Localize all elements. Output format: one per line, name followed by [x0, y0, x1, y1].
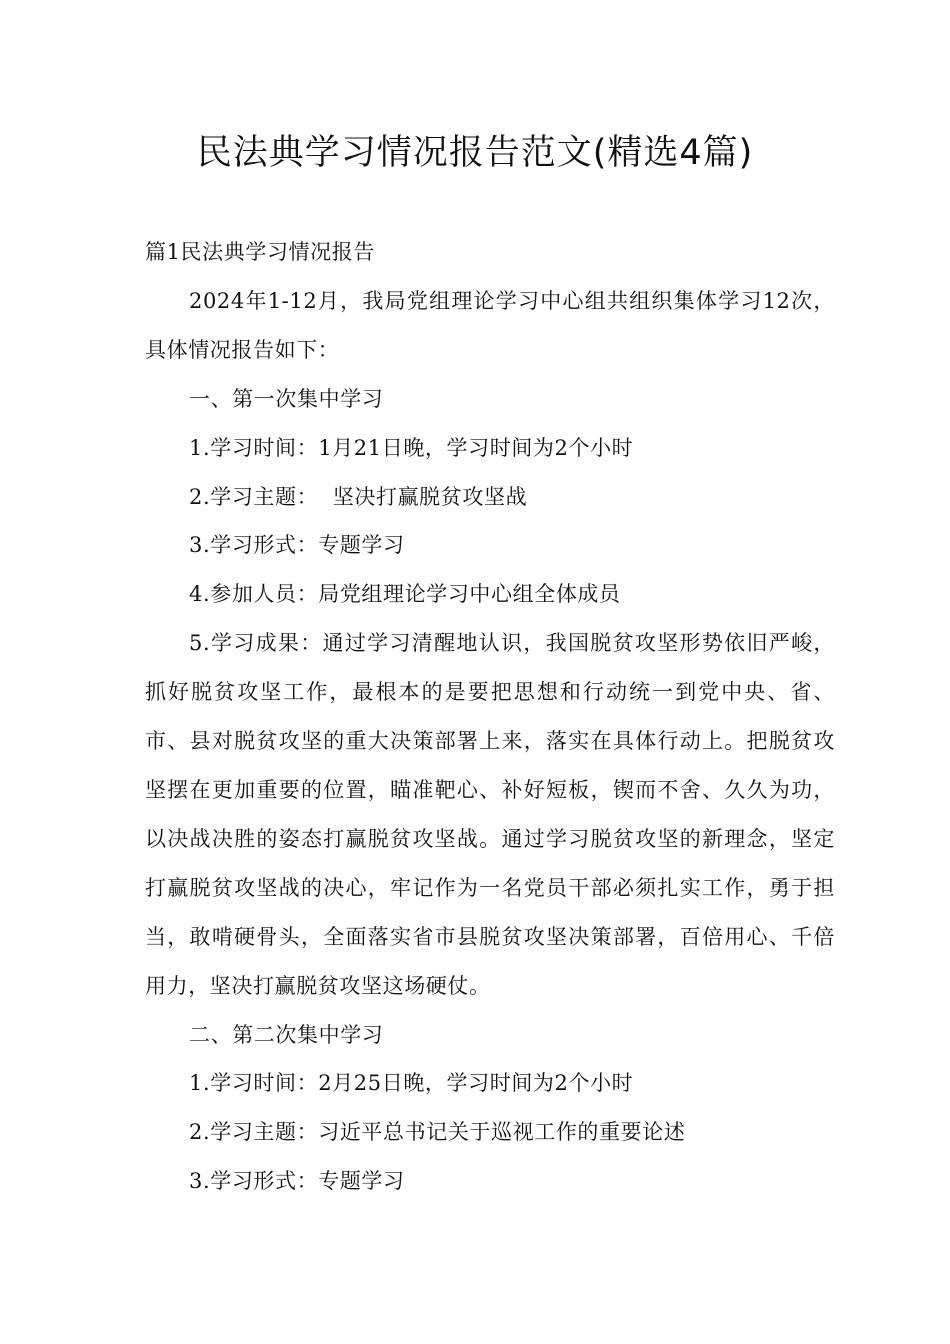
paragraph-first-topic: 2.学习主题： 坚决打赢脱贫攻坚战	[189, 484, 528, 509]
paragraph-second-topic: 2.学习主题：习近平总书记关于巡视工作的重要论述	[189, 1120, 686, 1145]
document-title: 民法典学习情况报告范文(精选4篇)	[196, 133, 754, 173]
paragraph-first-form: 3.学习形式：专题学习	[189, 533, 405, 558]
paragraph-second-time: 1.学习时间：2月25日晚，学习时间为2个小时	[189, 1071, 634, 1096]
section-heading: 篇1民法典学习情况报告	[145, 240, 375, 264]
paragraph-intro: 2024年1-12月，我局党组理论学习中心组共组织集体学习12次，具体情况报告如下：	[145, 288, 835, 362]
heading-second-study: 二、第二次集中学习	[189, 1022, 384, 1047]
paragraph-first-participants: 4.参加人员：局党组理论学习中心组全体成员	[189, 582, 621, 607]
paragraph-second-form: 3.学习形式：专题学习	[189, 1169, 405, 1194]
document-body	[145, 228, 835, 1206]
paragraph-first-time: 1.学习时间：1月21日晚，学习时间为2个小时	[189, 435, 634, 460]
paragraph-first-results: 5.学习成果：通过学习清醒地认识，我国脱贫攻坚形势依旧严峻，抓好脱贫攻坚工作，最根本的是要把思想和行动统一到党中央、省、市、县对脱贫攻坚的重大决策部署上来，落实在具体行动上。把脱贫攻坚摆在更加重要的位置，瞄准靶心、补好短板，锲而不舍、久久为功，以决战决胜的姿态打赢脱贫攻坚战。通过学习脱贫攻坚的新理念，坚定打赢脱贫攻坚战的决心，牢记作为一名党员干部必须扎实工作，勇于担当，敢啃硬骨头，全面落实省市县脱贫攻坚决策部署，百倍用心、千倍用力，坚决打赢脱贫攻坚这场硬仗。	[145, 631, 835, 998]
heading-first-study: 一、第一次集中学习	[189, 386, 384, 411]
